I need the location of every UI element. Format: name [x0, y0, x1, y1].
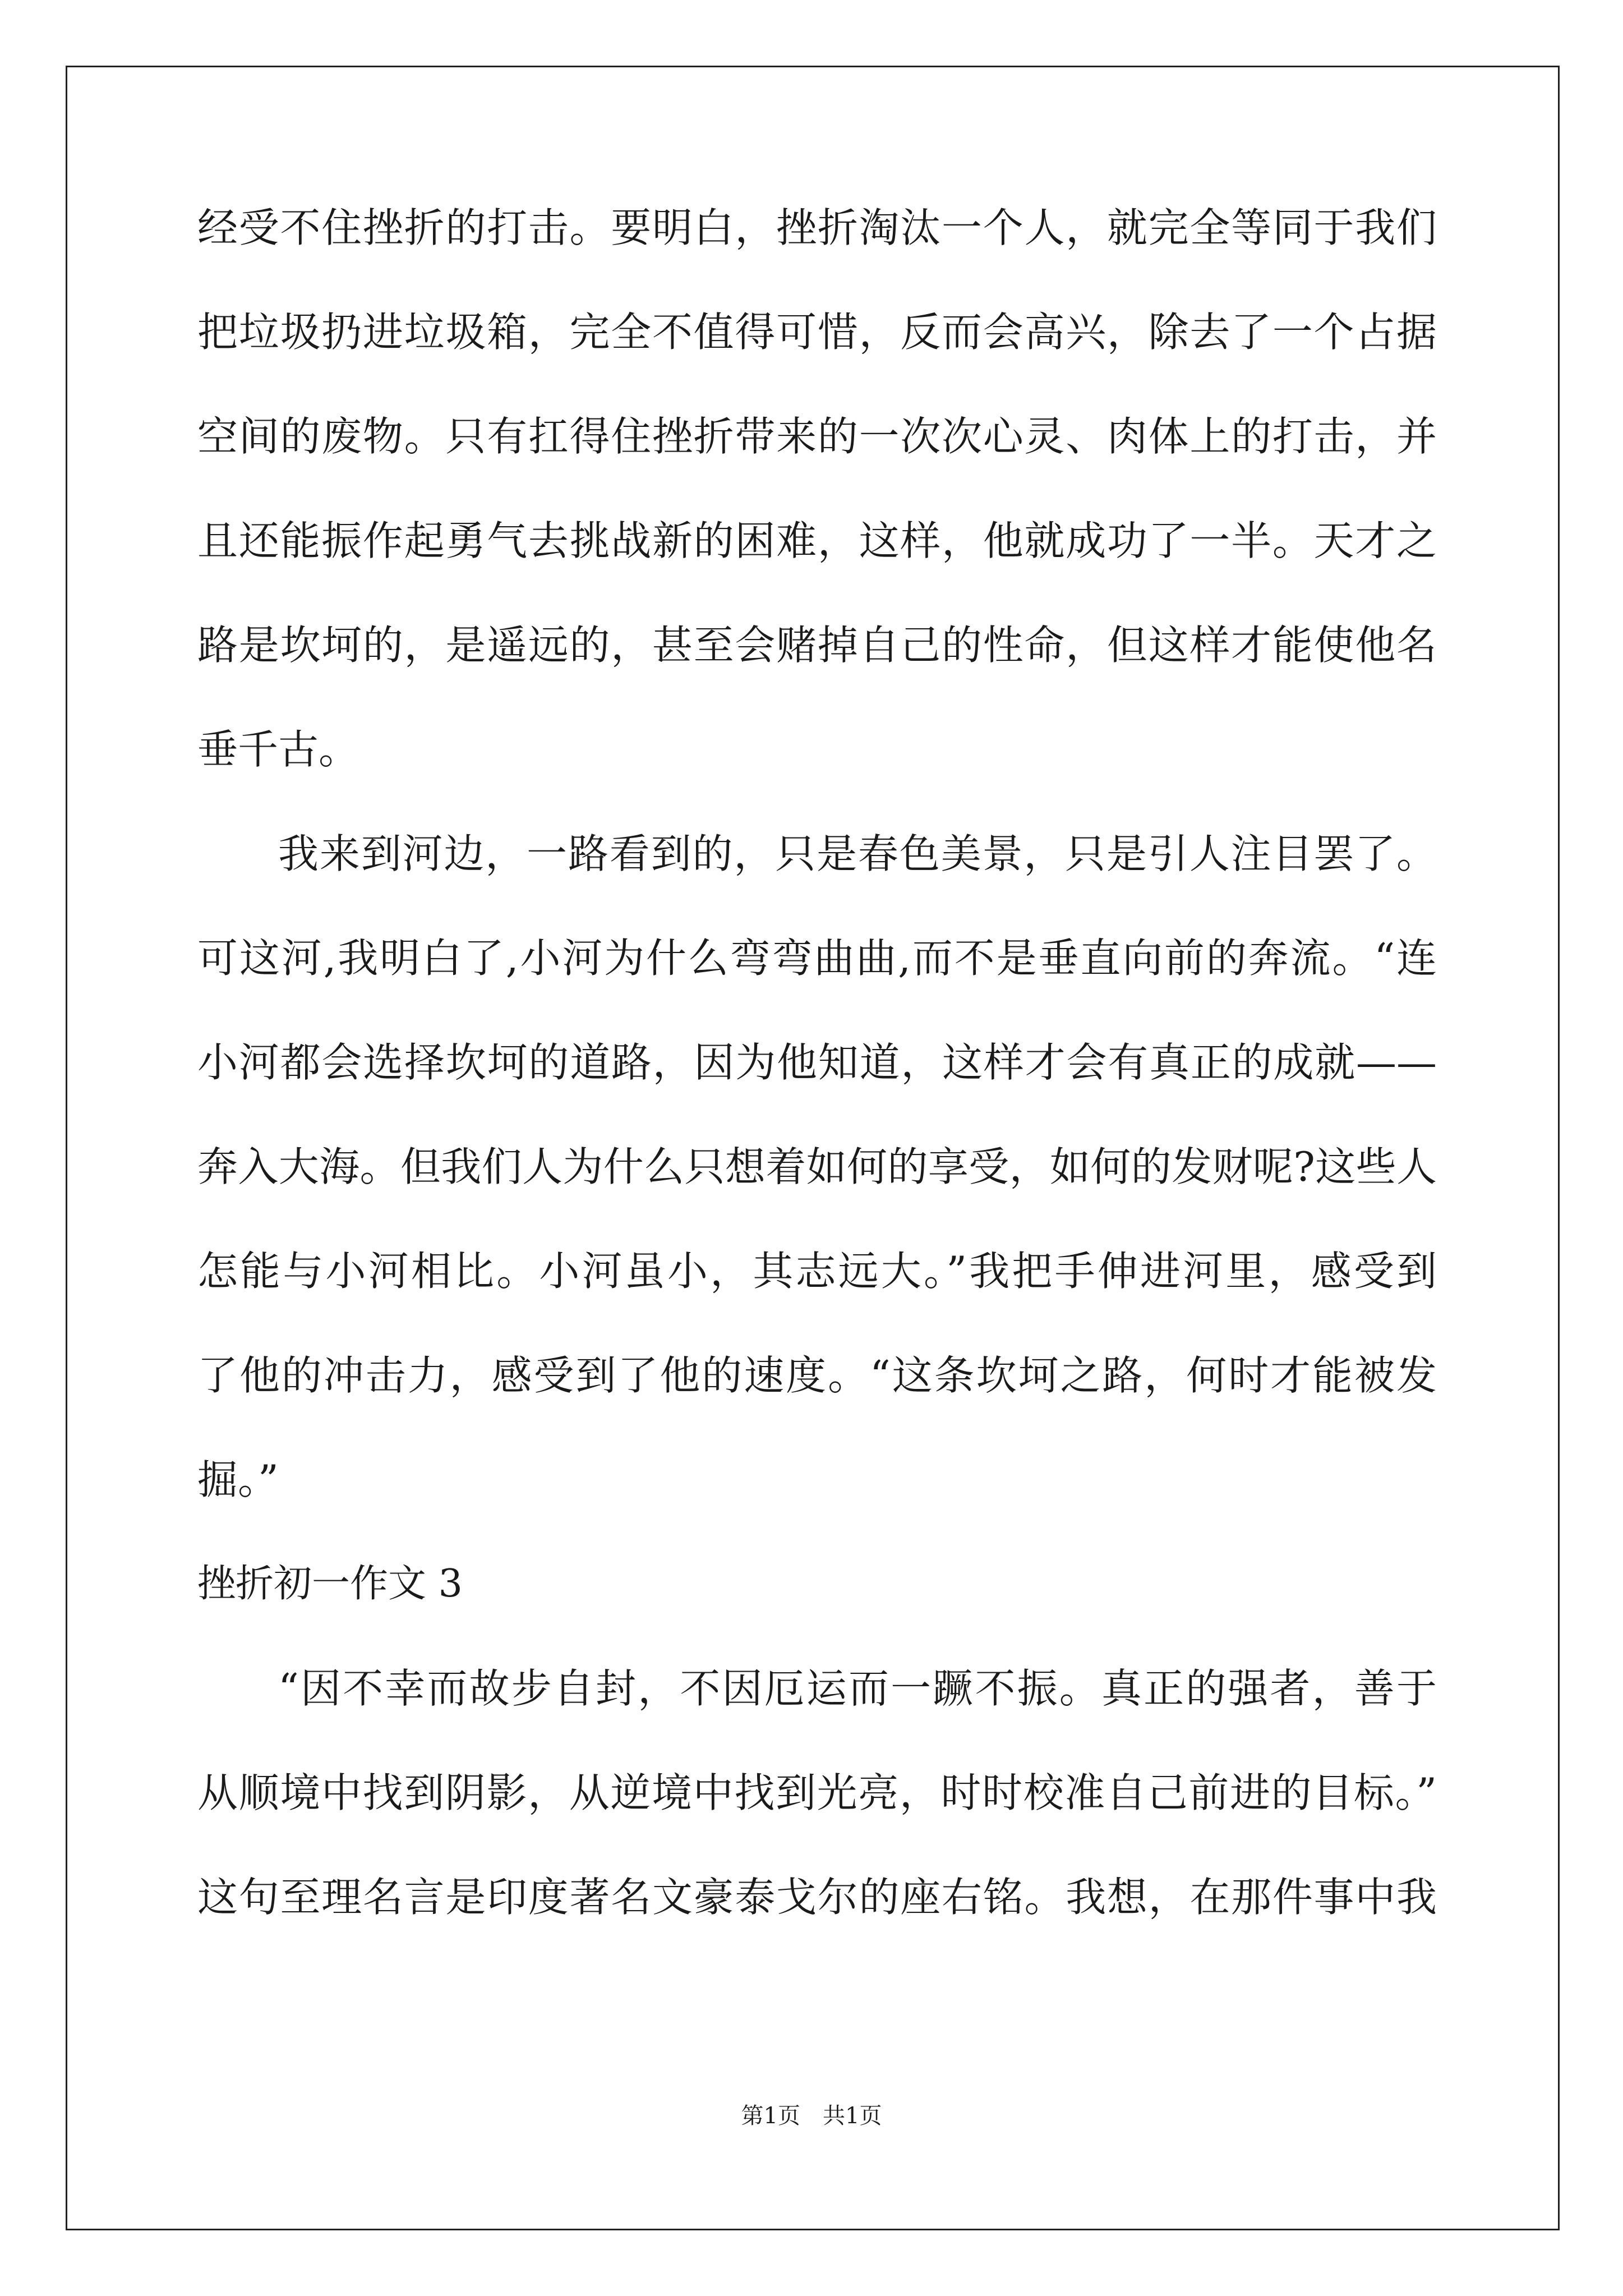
- text-line: 掘。”: [197, 1456, 279, 1503]
- text-line: 从顺境中找到阴影，从逆境中找到光亮，时时校准自己前进的目标。”: [197, 1769, 1437, 1816]
- text-line: 经受不住挫折的打击。要明白，挫折淘汰一个人，就完全等同于我们: [197, 204, 1437, 251]
- page-footer: 第1页 共1页: [741, 2103, 882, 2129]
- text-line: 空间的废物。只有扛得住挫折带来的一次次心灵、肉体上的打击，并: [197, 413, 1437, 460]
- text-line: 把垃圾扔进垃圾箱，完全不值得可惜，反而会高兴，除去了一个占据: [197, 309, 1437, 356]
- text-line: 且还能振作起勇气去挑战新的困难，这样，他就成功了一半。天才之: [197, 517, 1437, 564]
- text-line: 奔入大海。但我们人为什么只想着如何的享受，如何的发财呢?这些人: [197, 1143, 1437, 1190]
- text-line: 可这河,我明白了,小河为什么弯弯曲曲,而不是垂直向前的奔流。“连: [197, 935, 1437, 982]
- paragraph-first-line: 我来到河边，一路看到的，只是春色美景，只是引人注目罢了。: [278, 830, 1437, 877]
- text-line: 路是坎坷的，是遥远的，甚至会赌掉自己的性命，但这样才能使他名: [197, 622, 1437, 669]
- text-line: 小河都会选择坎坷的道路，因为他知道，这样才会有真正的成就——: [197, 1039, 1437, 1086]
- text-line: 这句至理名言是印度著名文豪泰戈尔的座右铭。我想，在那件事中我: [197, 1874, 1437, 1921]
- text-line: 垂千古。: [197, 726, 359, 773]
- text-line: 了他的冲击力，感受到了他的速度。“这条坎坷之路，何时才能被发: [197, 1352, 1437, 1399]
- text-line: 怎能与小河相比。小河虽小，其志远大。”我把手伸进河里，感受到: [197, 1248, 1437, 1295]
- document-body: [197, 202, 1437, 1976]
- section-title: 挫折初一作文 3: [197, 1562, 463, 1606]
- paragraph-first-line: “因不幸而故步自封，不因厄运而一蹶不振。真正的强者，善于: [278, 1665, 1437, 1712]
